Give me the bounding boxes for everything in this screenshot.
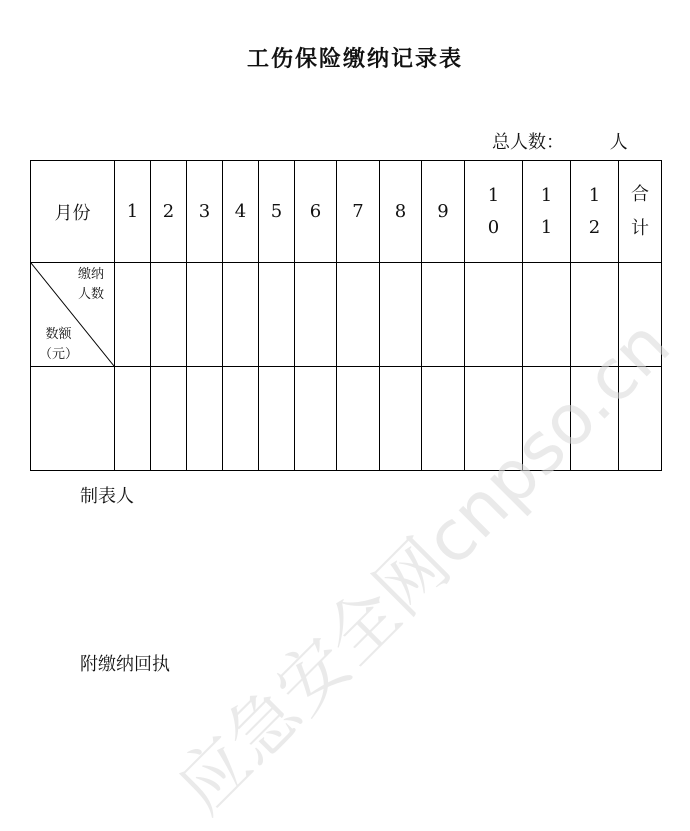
cell[interactable] [465, 263, 523, 367]
month-9: 9 [422, 161, 465, 263]
month-8: 8 [380, 161, 422, 263]
cell[interactable] [223, 263, 259, 367]
month-1: 1 [115, 161, 151, 263]
cell[interactable] [259, 367, 295, 471]
diag-bottom-label [39, 325, 78, 365]
diag-bottom-line-1: 数额 [45, 327, 72, 342]
table-maker-label: 制表人 [80, 486, 134, 507]
cell[interactable] [259, 263, 295, 367]
diag-top-line-2: 人数 [77, 287, 104, 302]
month-11-digit-1: 1 [540, 184, 553, 206]
month-12 [571, 161, 619, 263]
total-headcount [492, 128, 628, 154]
watermark: 应急安全网cnpso.cn [160, 303, 686, 829]
cell[interactable] [115, 263, 151, 367]
month-10-digit-1: 1 [487, 184, 500, 206]
month-7: 7 [337, 161, 380, 263]
month-5: 5 [259, 161, 295, 263]
cell[interactable] [337, 367, 380, 471]
cell[interactable] [151, 367, 187, 471]
sum-header-char-1: 合 [631, 183, 649, 205]
month-3: 3 [187, 161, 223, 263]
diag-top-label [78, 265, 104, 305]
cell[interactable] [31, 367, 115, 471]
month-12-digit-1: 1 [588, 184, 601, 206]
header-row [31, 161, 662, 263]
diag-top-line-1: 缴纳 [77, 267, 104, 282]
month-10 [465, 161, 523, 263]
total-unit: 人 [609, 132, 628, 153]
receipt-attachment-label: 附缴纳回执 [80, 654, 170, 675]
sum-header [619, 161, 662, 263]
cell[interactable] [295, 263, 337, 367]
diag-bottom-line-2: （元） [39, 347, 79, 362]
cell[interactable] [337, 263, 380, 367]
month-10-digit-2: 0 [487, 216, 500, 238]
month-11-digit-2: 1 [540, 216, 553, 238]
month-header: 月份 [31, 161, 115, 263]
cell[interactable] [223, 367, 259, 471]
diagonal-header-cell [31, 263, 115, 367]
cell[interactable] [151, 263, 187, 367]
month-12-digit-2: 2 [588, 216, 601, 238]
cell[interactable] [187, 367, 223, 471]
sum-header-char-2: 计 [631, 217, 649, 239]
month-11 [523, 161, 571, 263]
cell[interactable] [422, 263, 465, 367]
cell[interactable] [115, 367, 151, 471]
month-6: 6 [295, 161, 337, 263]
month-2: 2 [151, 161, 187, 263]
total-label: 总人数： [492, 132, 564, 153]
month-4: 4 [223, 161, 259, 263]
cell[interactable] [187, 263, 223, 367]
cell[interactable] [380, 367, 422, 471]
cell[interactable] [380, 263, 422, 367]
page-title: 工伤保险缴纳记录表 [246, 47, 463, 72]
cell[interactable] [295, 367, 337, 471]
